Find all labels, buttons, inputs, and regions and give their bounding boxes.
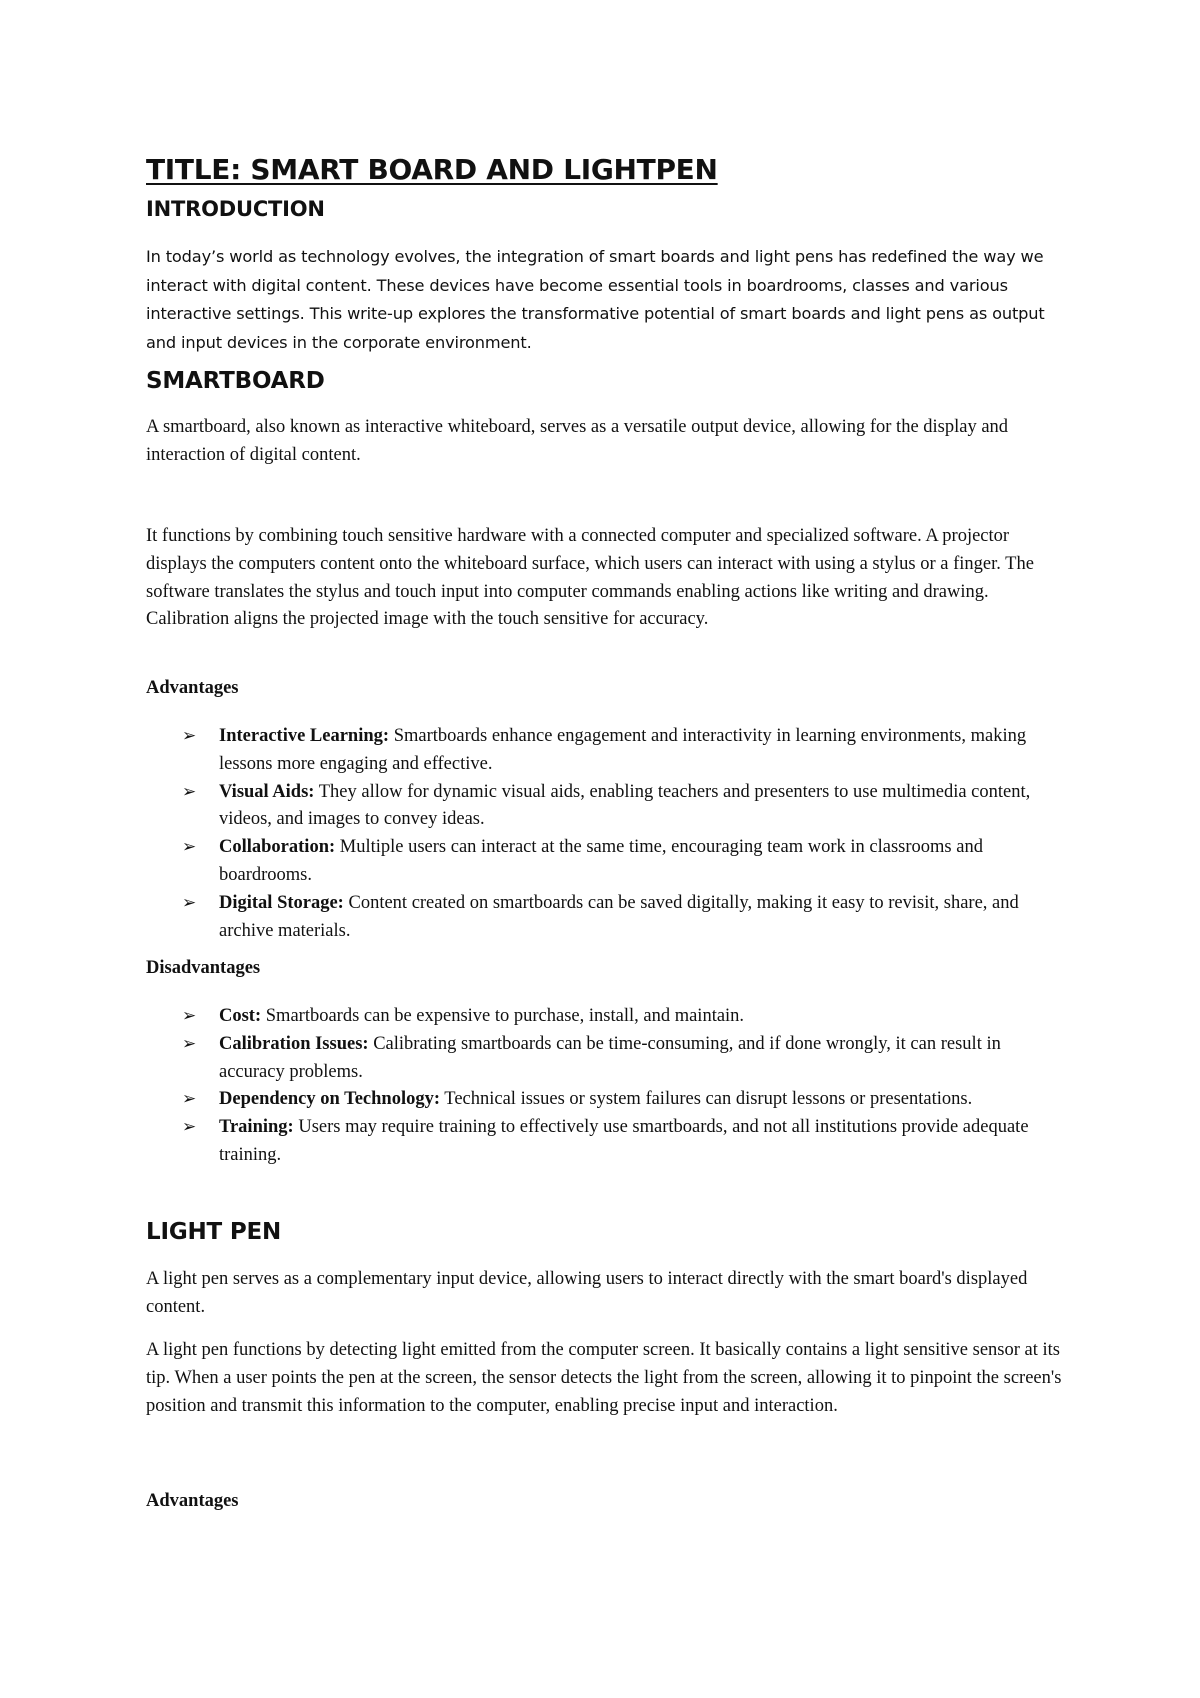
list-item-term: Interactive Learning: — [219, 726, 390, 746]
list-item-term: Training: — [219, 1117, 294, 1138]
list-item — [146, 1031, 1066, 1087]
list-item-term: Collaboration: — [219, 837, 336, 858]
document-title: TITLE: SMART BOARD AND LIGHTPEN — [146, 153, 718, 186]
list-item — [146, 834, 1066, 890]
introduction-paragraph: In today’s world as technology evolves, the integration of smart boards and light pens has redefined the way we interact with digital content. These devices have become essential tools in boardrooms, classes and various interactive settings. This write-up explores the transformative potential of smart boards and light pens as output and input devices in the corporate environment. — [146, 247, 1045, 352]
lightpen-paragraph-2: A light pen functions by detecting light emitted from the computer screen. It basically contains a light sensitive sensor at its tip. When a user points the pen at the screen, the sensor detects the light from the screen, allowing it to pinpoint the screen's position and transmit this information to the computer, enabling precise input and interaction. — [146, 1340, 1062, 1416]
lightpen-paragraph-1: A light pen serves as a complementary input device, allowing users to interact directly with the smart board's displayed content. — [146, 1269, 1028, 1317]
list-item — [146, 779, 1066, 835]
list-item-text: Multiple users can interact at the same time, encouraging team work in classrooms and boardrooms. — [219, 837, 983, 885]
arrow-bullet-icon: ➢ — [182, 1089, 197, 1110]
smartboard-disadvantages-list — [146, 1003, 1066, 1170]
list-item — [146, 1003, 1066, 1031]
smartboard-heading: SMARTBOARD — [146, 368, 325, 394]
list-item-text: They allow for dynamic visual aids, enabling teachers and presenters to use multimedia content, videos, and images to convey ideas. — [219, 781, 1031, 830]
list-item-term: Visual Aids: — [219, 781, 315, 802]
introduction-heading: INTRODUCTION — [146, 197, 325, 221]
smartboard-advantages-heading: Advantages — [146, 678, 239, 698]
arrow-bullet-icon: ➢ — [182, 1117, 197, 1138]
arrow-bullet-icon: ➢ — [182, 781, 197, 802]
smartboard-paragraph-2: It functions by combining touch sensitive hardware with a connected computer and specialized software. A projector displays the computers content onto the whiteboard surface, which users can interact with using a stylus or a finger. The software translates the stylus and touch input into computer commands enabling actions like writing and drawing. Calibration aligns the projected image with the touch sensitive for accuracy. — [146, 526, 1034, 630]
smartboard-paragraph-1: A smartboard, also known as interactive whiteboard, serves as a versatile output device, allowing for the display and interaction of digital content. — [146, 417, 1009, 465]
arrow-bullet-icon: ➢ — [182, 892, 197, 913]
list-item-text: Users may require training to effectively use smartboards, and not all institutions provide adequate training. — [219, 1117, 1029, 1165]
list-item — [146, 1114, 1066, 1170]
list-item-text: Technical issues or system failures can disrupt lessons or presentations. — [440, 1089, 973, 1110]
list-item-term: Calibration Issues: — [219, 1033, 369, 1054]
list-item-term: Cost: — [219, 1006, 262, 1026]
smartboard-disadvantages-heading: Disadvantages — [146, 958, 261, 978]
list-item-text: Smartboards enhance engagement and interactivity in learning environments, making lessons more engaging and effective. — [219, 726, 1027, 774]
arrow-bullet-icon: ➢ — [182, 726, 197, 746]
list-item-term: Digital Storage: — [219, 892, 344, 913]
list-item-term: Dependency on Technology: — [219, 1089, 441, 1110]
smartboard-advantages-list — [146, 723, 1066, 945]
list-item-text: Content created on smartboards can be saved digitally, making it easy to revisit, share, and archive materials. — [219, 892, 1019, 941]
list-item — [146, 890, 1066, 946]
arrow-bullet-icon: ➢ — [182, 837, 197, 858]
arrow-bullet-icon: ➢ — [182, 1006, 197, 1026]
lightpen-heading: LIGHT PEN — [146, 1219, 282, 1245]
list-item — [146, 1086, 1066, 1114]
list-item-text: Calibrating smartboards can be time-consuming, and if done wrongly, it can result in accuracy problems. — [219, 1033, 1001, 1082]
list-item-text: Smartboards can be expensive to purchase, install, and maintain. — [261, 1006, 745, 1026]
lightpen-advantages-heading: Advantages — [146, 1491, 239, 1511]
arrow-bullet-icon: ➢ — [182, 1033, 197, 1054]
list-item — [146, 723, 1066, 779]
